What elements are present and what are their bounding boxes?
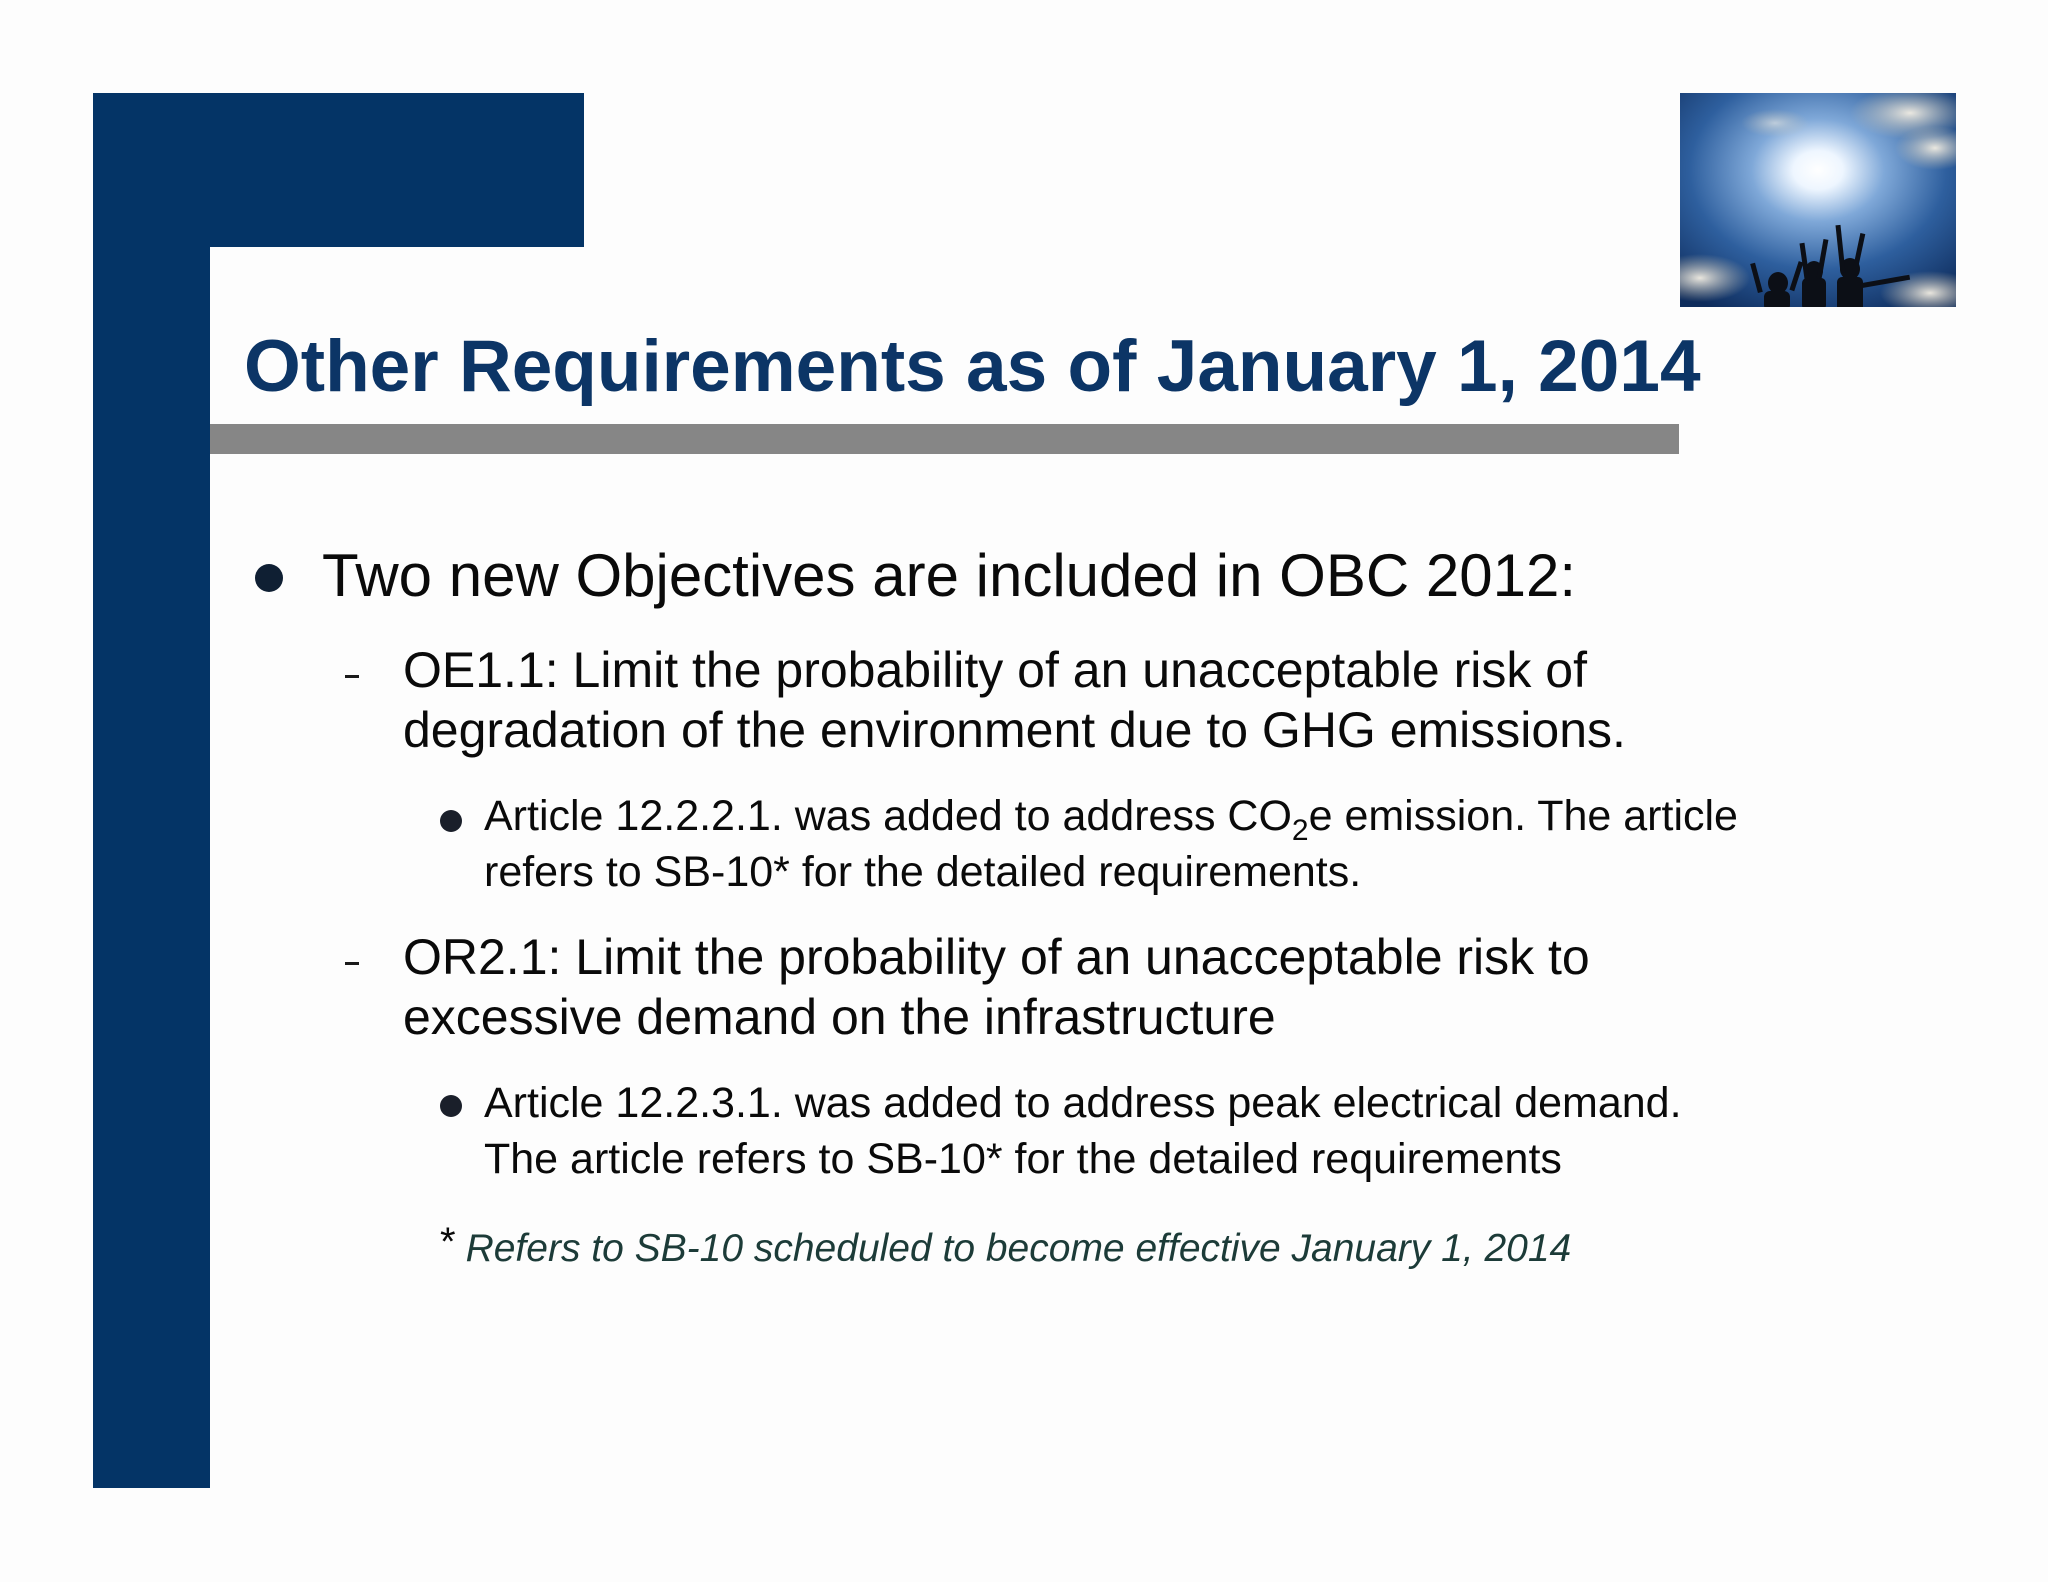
slide-title: Other Requirements as of January 1, 2014 (244, 326, 1701, 407)
bullet-objectives: Two new Objectives are included in OBC 2012: (322, 542, 1576, 609)
sky-people-icon (1680, 93, 1956, 307)
footnote-text: Refers to SB-10 scheduled to become effective January 1, 2014 (465, 1227, 1572, 1270)
bullet-icon (255, 564, 283, 592)
article-peak-line1: Article 12.2.3.1. was added to address peak electrical demand. (484, 1079, 1682, 1127)
footnote-asterisk: * (440, 1220, 456, 1264)
frame-top-bar (93, 93, 584, 247)
sky-photo-image (1680, 93, 1956, 307)
objective-oe-line1: OE1.1: Limit the probability of an unacceptable risk of (403, 642, 1587, 698)
dash-icon (345, 962, 359, 965)
article-peak-line2: The article refers to SB-10* for the detailed requirements (484, 1135, 1562, 1183)
objective-or-line1: OR2.1: Limit the probability of an unacceptable risk to (403, 929, 1590, 985)
objective-or-line2: excessive demand on the infrastructure (403, 989, 1276, 1045)
frame-vertical-bar (93, 93, 210, 1488)
frame-inner-corner (210, 247, 270, 307)
bullet-icon (440, 1095, 462, 1117)
title-underline-rule (210, 424, 1679, 454)
dash-icon (345, 675, 359, 678)
article-co2-line1: Article 12.2.2.1. was added to address $CO_2e$ emission. The article (484, 792, 1738, 847)
article-co2-line2: refers to SB-10* for the detailed requirements. (484, 848, 1362, 896)
objective-oe-line2: degradation of the environment due to GHG emissions. (403, 702, 1626, 758)
bullet-icon (440, 810, 462, 832)
footnote (440, 1214, 1571, 1277)
